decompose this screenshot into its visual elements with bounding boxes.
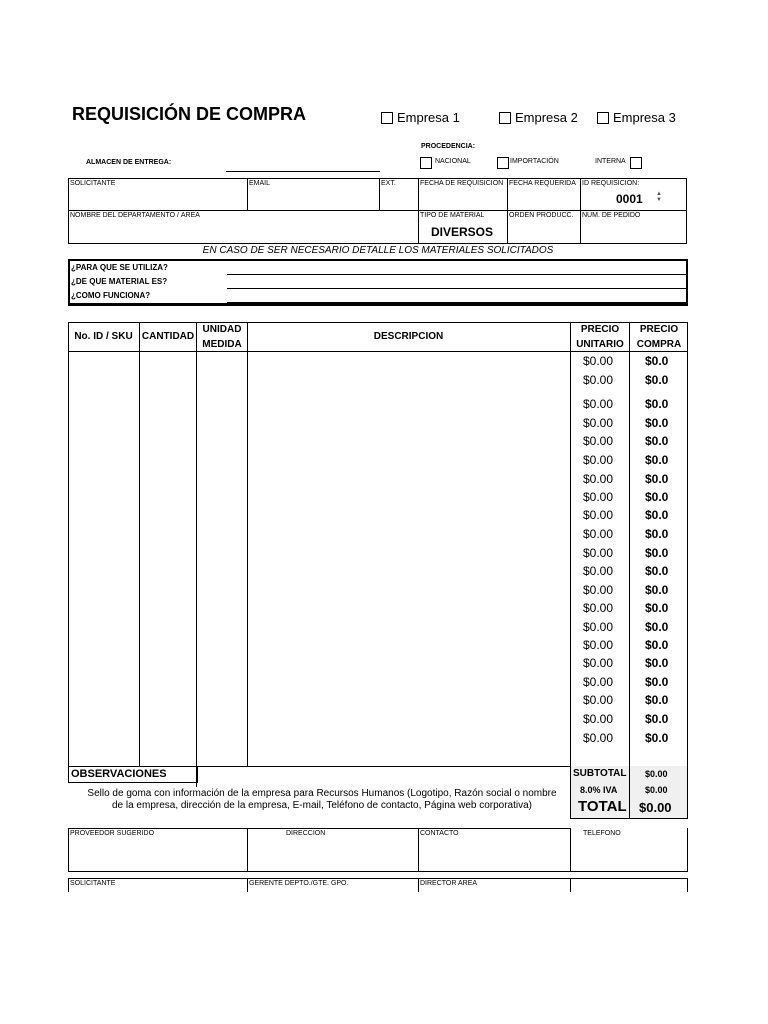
purchase-price-cell: $0.0 xyxy=(645,601,669,615)
importacion-checkbox[interactable] xyxy=(497,157,509,169)
direccion-field[interactable] xyxy=(247,828,419,872)
fecha-requisicion-field[interactable] xyxy=(418,178,508,211)
company-1-checkbox[interactable] xyxy=(381,112,393,124)
col-divider-4 xyxy=(570,322,571,767)
answer-material-field[interactable] xyxy=(227,288,686,289)
company-2-label: Empresa 2 xyxy=(515,110,578,125)
col-divider-3 xyxy=(247,322,248,767)
unit-price-cell[interactable]: $0.00 xyxy=(583,354,614,368)
question-material: ¿DE QUE MATERIAL ES? xyxy=(71,277,168,286)
company-option-1[interactable] xyxy=(381,110,460,125)
purchase-price-cell: $0.0 xyxy=(645,434,669,448)
id-requisicion-value: 0001 xyxy=(616,192,643,206)
id-requisicion-field[interactable] xyxy=(580,178,687,211)
company-option-2[interactable] xyxy=(499,110,578,125)
fecha-requisicion-label: FECHA DE REQUISICION xyxy=(420,180,504,187)
unit-price-cell[interactable]: $0.00 xyxy=(583,490,614,504)
purchase-price-cell: $0.0 xyxy=(645,373,669,387)
unit-price-cell[interactable]: $0.00 xyxy=(583,693,614,707)
orden-produccion-field[interactable] xyxy=(507,210,581,244)
departamento-label: NOMBRE DEL DEPARTAMENTO / ÁREA xyxy=(70,212,200,219)
purchase-price-cell: $0.0 xyxy=(645,731,669,745)
total-value: $0.00 xyxy=(639,800,672,815)
fecha-requerida-field[interactable] xyxy=(507,178,581,211)
purchase-price-cell: $0.0 xyxy=(645,397,669,411)
unit-price-cell[interactable]: $0.00 xyxy=(583,373,614,387)
tipo-material-value: DIVERSOS xyxy=(431,225,494,239)
id-spinner-icon[interactable]: ▲ ▼ xyxy=(656,191,662,203)
unit-price-cell[interactable]: $0.00 xyxy=(583,397,614,411)
purchase-price-cell: $0.0 xyxy=(645,693,669,707)
ext-field[interactable] xyxy=(379,178,419,211)
contacto-field[interactable] xyxy=(418,828,571,872)
col-divider-1 xyxy=(139,322,140,767)
subtotal-label: SUBTOTAL xyxy=(573,768,627,779)
header-precio-unitario: PRECIO UNITARIO xyxy=(576,323,624,350)
email-field[interactable] xyxy=(247,178,380,211)
firma-director-label: DIRECTOR AREA xyxy=(420,880,478,887)
purchase-price-cell: $0.0 xyxy=(645,564,669,578)
firma-director[interactable] xyxy=(418,878,571,892)
header-cantidad: CANTIDAD xyxy=(141,331,195,342)
unit-price-cell[interactable]: $0.00 xyxy=(583,731,614,745)
direccion-label: DIRECCION xyxy=(286,830,326,837)
unit-price-cell[interactable]: $0.00 xyxy=(583,583,614,597)
purchase-price-cell: $0.0 xyxy=(645,490,669,504)
nacional-label: NACIONAL xyxy=(435,158,471,165)
departamento-field[interactable] xyxy=(68,210,419,244)
unit-price-cell[interactable]: $0.00 xyxy=(583,601,614,615)
unit-price-cell[interactable]: $0.00 xyxy=(583,508,614,522)
solicitante-label: SOLICITANTE xyxy=(70,180,116,187)
unit-price-cell[interactable]: $0.00 xyxy=(583,564,614,578)
form-title: REQUISICIÓN DE COMPRA xyxy=(72,104,307,124)
purchase-price-cell: $0.0 xyxy=(645,656,669,670)
tipo-material-field[interactable] xyxy=(418,210,508,244)
answer-uso-field[interactable] xyxy=(227,274,686,275)
purchase-price-cell: $0.0 xyxy=(645,620,669,634)
interna-label: INTERNA xyxy=(595,158,626,165)
firma-gerente[interactable] xyxy=(247,878,419,892)
header-unidad-medida: UNIDAD MEDIDA xyxy=(202,323,242,350)
telefono-field[interactable] xyxy=(570,828,688,872)
purchase-price-cell: $0.0 xyxy=(645,354,669,368)
email-label: EMAIL xyxy=(249,180,271,187)
almacen-field[interactable] xyxy=(226,171,380,172)
header-id-sku: No. ID / SKU xyxy=(74,331,133,342)
company-1-label: Empresa 1 xyxy=(397,110,460,125)
purchase-price-cell: $0.0 xyxy=(645,583,669,597)
procedencia-label: PROCEDENCIA: xyxy=(421,143,476,150)
unit-price-cell[interactable]: $0.00 xyxy=(583,434,614,448)
col-divider-5 xyxy=(629,322,630,767)
unit-price-cell[interactable]: $0.00 xyxy=(583,453,614,467)
purchase-price-cell: $0.0 xyxy=(645,508,669,522)
importacion-label: IMPORTACIÓN xyxy=(510,158,559,165)
unit-price-cell[interactable]: $0.00 xyxy=(583,638,614,652)
id-requisicion-label: ID REQUISICIÓN: xyxy=(582,180,640,187)
telefono-label: TELEFONO xyxy=(583,830,621,837)
iva-label: 8.0% IVA xyxy=(580,785,618,795)
header-descripcion: DESCRIPCION xyxy=(373,331,444,342)
question-funcionamiento: ¿COMO FUNCIONA? xyxy=(71,291,151,300)
orden-produccion-label: ORDEN PRODUCC. xyxy=(509,212,574,219)
stamp-note: Sello de goma con información de la empresa para Recursos Humanos (Logotipo, Razón social o nombre de la empresa, dirección de la empresa, E-mail, Teléfono de contacto, Página web corporativa) xyxy=(87,788,557,811)
fecha-requerida-label: FECHA REQUERIDA xyxy=(509,180,576,187)
totals-bottom-line xyxy=(570,818,688,819)
purchase-price-cell: $0.0 xyxy=(645,416,669,430)
firma-solicitante-label: SOLICITANTE xyxy=(70,880,116,887)
unit-price-cell[interactable]: $0.00 xyxy=(583,712,614,726)
answer-funcionamiento-field[interactable] xyxy=(227,302,686,303)
proveedor-field[interactable] xyxy=(68,828,248,872)
purchase-price-cell: $0.0 xyxy=(645,712,669,726)
purchase-price-cell: $0.0 xyxy=(645,638,669,652)
unit-price-cell[interactable]: $0.00 xyxy=(583,416,614,430)
subtotal-value: $0.00 xyxy=(645,769,668,779)
unit-price-cell[interactable]: $0.00 xyxy=(583,546,614,560)
purchase-price-cell: $0.0 xyxy=(645,472,669,486)
purchase-price-cell: $0.0 xyxy=(645,546,669,560)
purchase-price-cell: $0.0 xyxy=(645,527,669,541)
num-pedido-field[interactable] xyxy=(580,210,687,244)
nacional-checkbox[interactable] xyxy=(420,157,432,169)
materials-instruction: EN CASO DE SER NECESARIO DETALLE LOS MATERIALES SOLICITADOS xyxy=(202,245,554,256)
iva-value: $0.00 xyxy=(645,785,668,795)
num-pedido-label: NUM. DE PEDIDO xyxy=(582,212,641,219)
firma-solicitante[interactable] xyxy=(68,878,248,892)
company-3-checkbox[interactable] xyxy=(597,112,609,124)
unit-price-cell[interactable]: $0.00 xyxy=(583,620,614,634)
firma-extra[interactable] xyxy=(570,878,688,892)
materials-questions-box xyxy=(68,259,688,306)
proveedor-label: PROVEEDOR SUGERIDO xyxy=(70,830,155,837)
unit-price-cell[interactable]: $0.00 xyxy=(583,656,614,670)
question-uso: ¿PARA QUE SE UTILIZA? xyxy=(71,263,168,272)
col-divider-2 xyxy=(196,322,197,787)
unit-price-cell[interactable]: $0.00 xyxy=(583,472,614,486)
observaciones-label: OBSERVACIONES xyxy=(68,766,198,783)
ext-label: EXT. xyxy=(381,180,396,187)
company-option-3[interactable] xyxy=(597,110,676,125)
tipo-material-label: TIPO DE MATERIAL xyxy=(420,212,485,219)
firma-gerente-label: GERENTE DEPTO./GTE. GPO. xyxy=(249,880,349,887)
purchase-price-cell: $0.0 xyxy=(645,675,669,689)
purchase-price-cell: $0.0 xyxy=(645,453,669,467)
unit-price-cell[interactable]: $0.00 xyxy=(583,675,614,689)
almacen-label: ALMACEN DE ENTREGA: xyxy=(86,159,172,166)
header-precio-compra: PRECIO COMPRA xyxy=(636,323,682,350)
solicitante-field[interactable] xyxy=(68,178,248,211)
company-3-label: Empresa 3 xyxy=(613,110,676,125)
totals-col-divider xyxy=(629,766,630,819)
contacto-label: CONTACTO xyxy=(420,830,459,837)
interna-checkbox[interactable] xyxy=(630,157,642,169)
total-label: TOTAL xyxy=(578,798,627,815)
unit-price-cell[interactable]: $0.00 xyxy=(583,527,614,541)
company-2-checkbox[interactable] xyxy=(499,112,511,124)
